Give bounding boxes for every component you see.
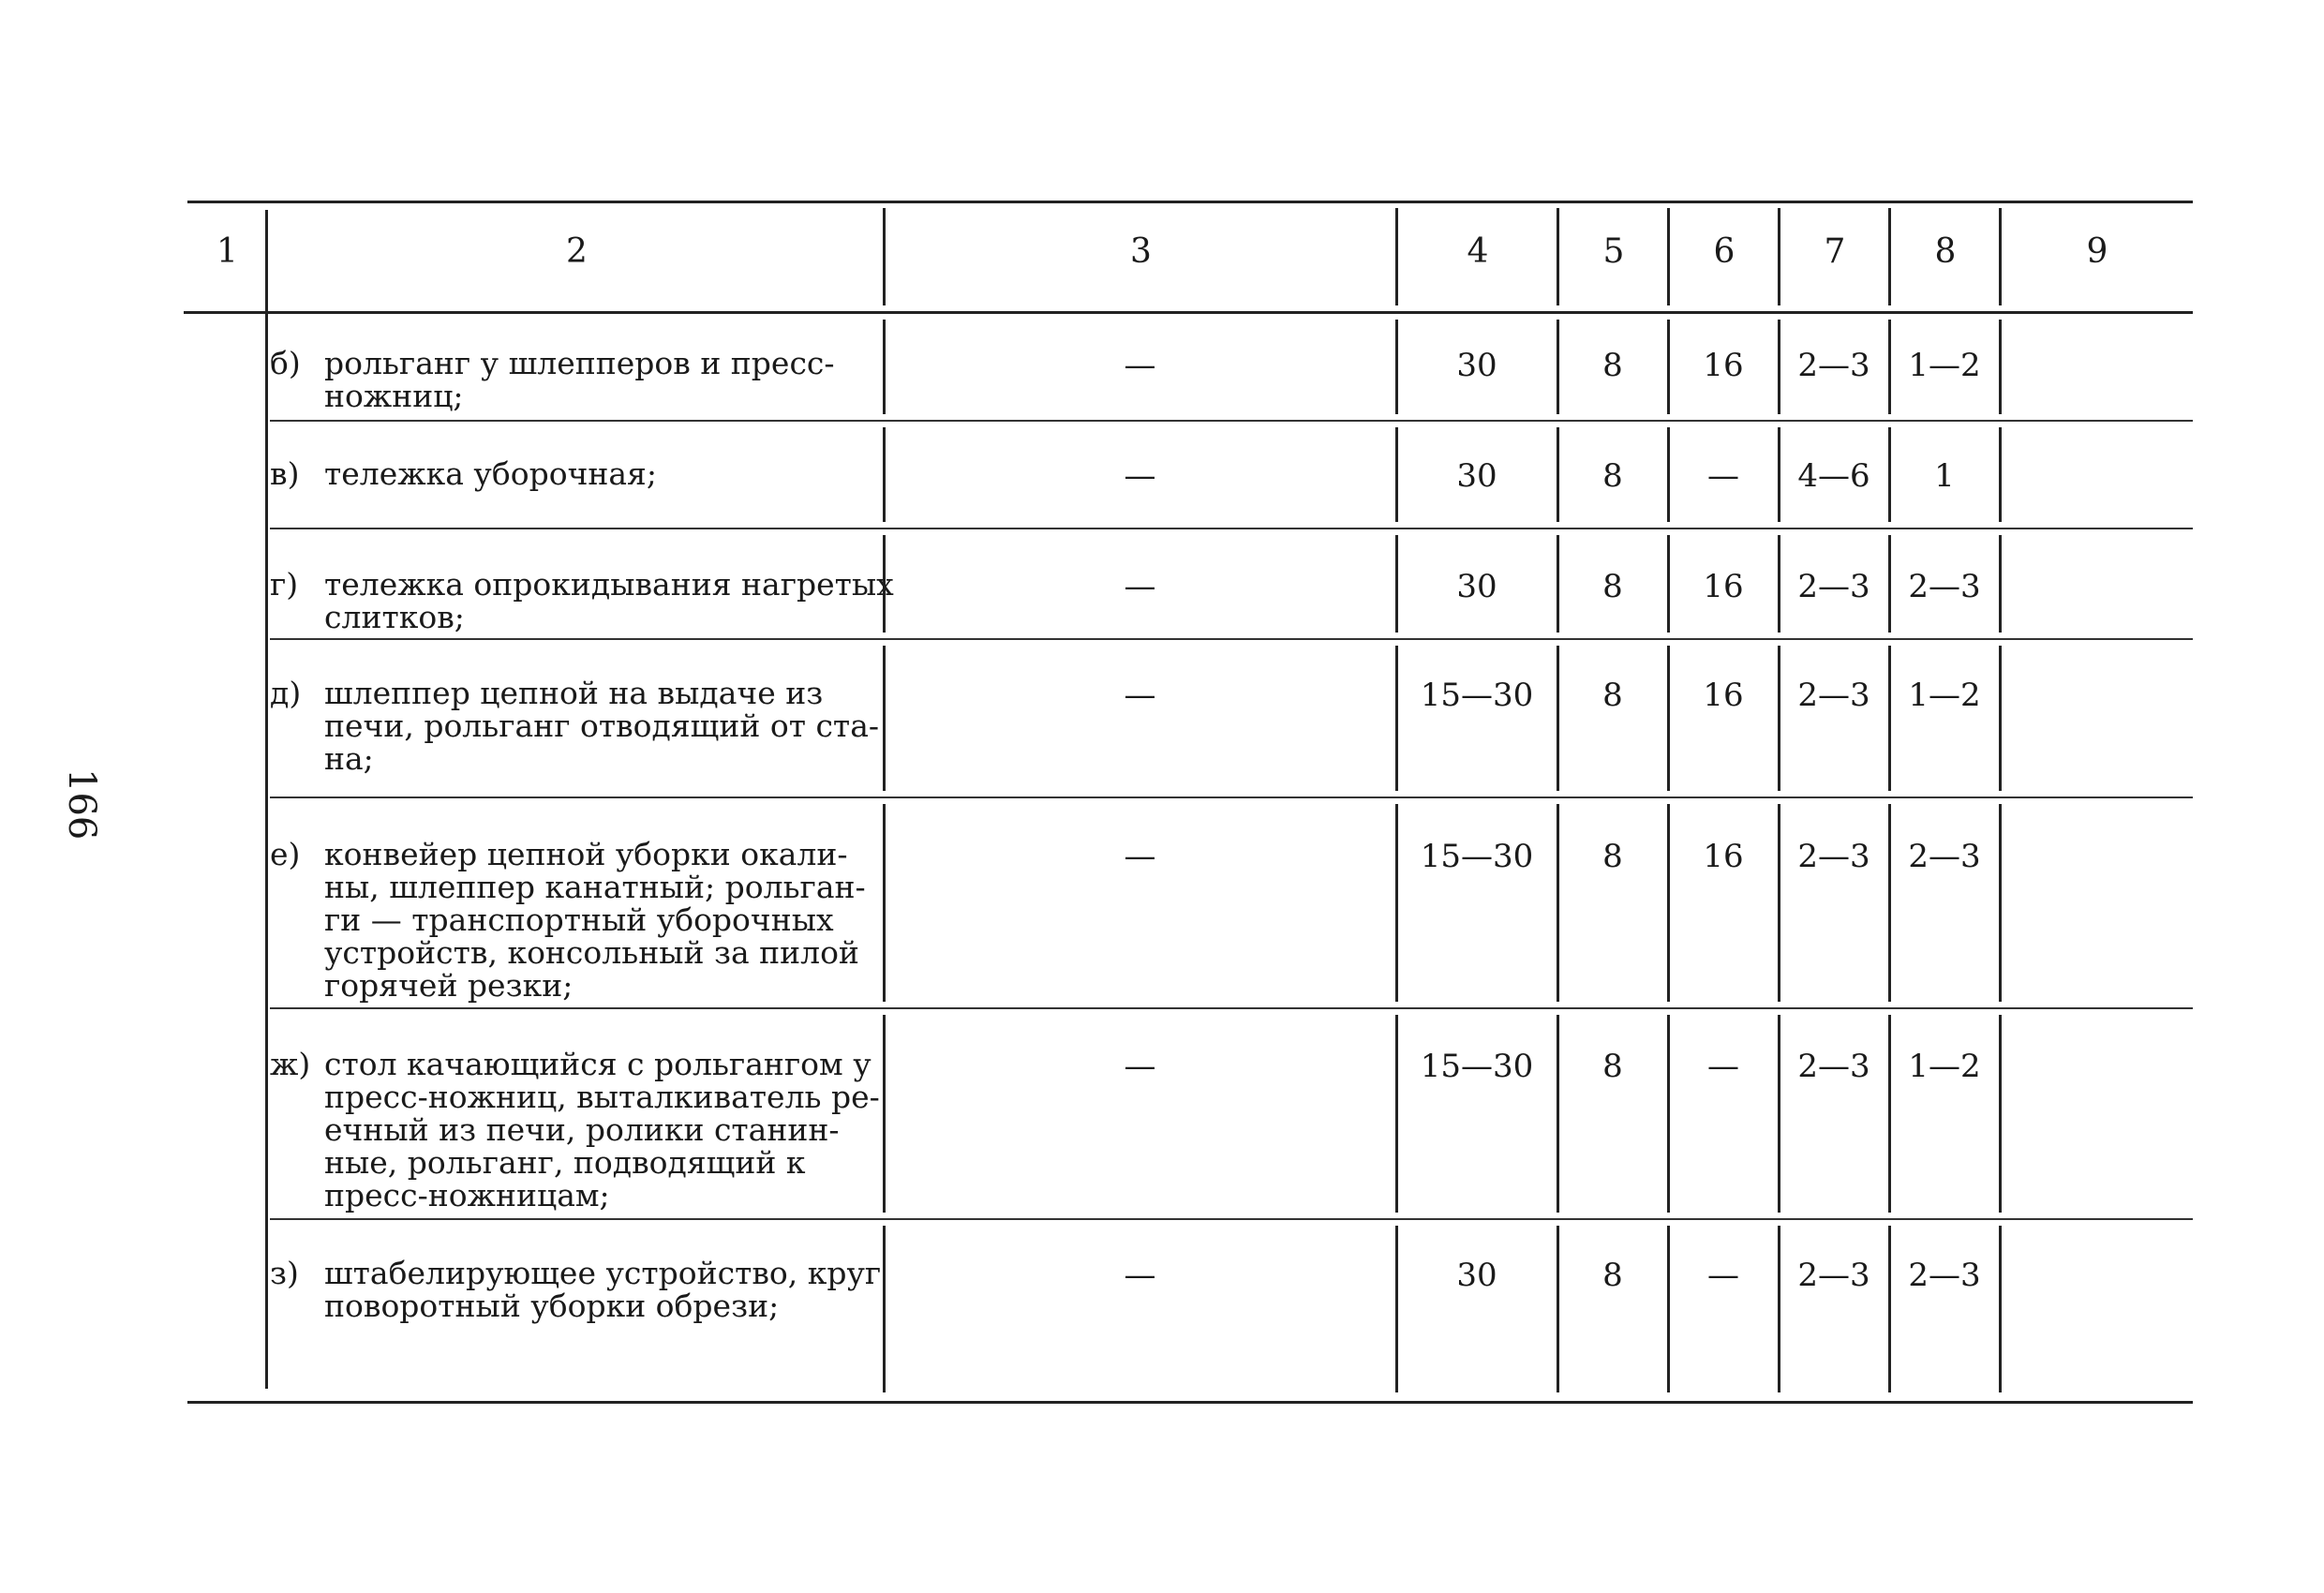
cell-column-6: —: [1707, 457, 1739, 495]
description-text: шлеппер цепной на выдаче из: [324, 675, 824, 711]
cell-column-3: —: [1124, 1257, 1156, 1294]
cell-column-6: 16: [1703, 677, 1744, 714]
cell-column-8: 2—3: [1908, 1257, 1981, 1294]
header-divider-8-9: [1999, 208, 2002, 305]
cell-column-7: 2—3: [1797, 1257, 1870, 1294]
description-line: [270, 457, 870, 490]
cell-column-5: 8: [1602, 347, 1623, 384]
row-divider: [1557, 1015, 1559, 1213]
row-description: [270, 457, 870, 490]
description-text: поворотный уборки обрези;: [324, 1288, 780, 1324]
row-divider: [883, 1226, 886, 1392]
row-separator: [270, 796, 2193, 798]
column-header-4: 4: [1467, 232, 1489, 271]
column-header-9: 9: [2086, 232, 2108, 271]
description-line: [270, 969, 870, 1002]
description-line: [270, 1179, 870, 1212]
row-divider: [1999, 646, 2002, 791]
description-text: ные, рольганг, подводящий к: [324, 1144, 806, 1181]
row-divider: [1667, 646, 1670, 791]
row-description: [270, 1046, 880, 1213]
row-divider: [1999, 1226, 2002, 1392]
row-description: [270, 838, 870, 1002]
cell-column-5: 8: [1602, 1048, 1623, 1085]
table-bottom-rule: [187, 1401, 2193, 1404]
row-divider: [1778, 804, 1780, 1002]
row-divider: [1667, 1015, 1670, 1213]
item-letter: з): [270, 1255, 299, 1291]
cell-column-8: 2—3: [1908, 568, 1981, 605]
row-divider: [1778, 646, 1780, 791]
description-line: [270, 1146, 870, 1179]
item-letter: г): [270, 566, 299, 603]
description-text: пресс-ножницам;: [324, 1177, 610, 1213]
description-line: [270, 380, 870, 412]
cell-column-6: 16: [1703, 347, 1744, 384]
row-divider: [1395, 1015, 1398, 1213]
row-divider: [1999, 804, 2002, 1002]
row-divider: [1557, 804, 1559, 1002]
description-text: пресс-ножниц, выталкиватель ре-: [324, 1079, 880, 1115]
cell-column-3: —: [1124, 457, 1156, 495]
cell-column-3: —: [1124, 568, 1156, 605]
description-text: на;: [324, 740, 374, 777]
description-text: печи, рольганг отводящий от ста-: [324, 707, 880, 744]
cell-column-4: 15—30: [1420, 838, 1534, 875]
description-text: устройств, консольный за пилой: [324, 934, 859, 971]
row-divider: [883, 646, 886, 791]
cell-column-4: 30: [1456, 1257, 1497, 1294]
row-divider: [1999, 1015, 2002, 1213]
cell-column-6: —: [1707, 1048, 1739, 1085]
cell-column-7: 2—3: [1797, 677, 1870, 714]
cell-column-3: —: [1124, 347, 1156, 384]
row-divider: [1667, 1226, 1670, 1392]
description-line: [270, 742, 870, 775]
header-divider-6-7: [1778, 208, 1780, 305]
item-letter: ж): [270, 1046, 311, 1082]
row-separator: [270, 420, 2193, 422]
description-text: ны, шлеппер канатный; рольган-: [324, 869, 866, 905]
column-header-2: 2: [566, 232, 588, 271]
column-header-3: 3: [1130, 232, 1152, 271]
cell-column-5: 8: [1602, 568, 1623, 605]
header-divider-7-8: [1888, 208, 1891, 305]
row-divider: [1395, 646, 1398, 791]
cell-column-8: 1—2: [1908, 347, 1981, 384]
item-letter: е): [270, 836, 301, 872]
column-header-8: 8: [1934, 232, 1957, 271]
description-text: конвейер цепной уборки окали-: [324, 836, 848, 872]
cell-column-7: 2—3: [1797, 568, 1870, 605]
row-divider: [883, 804, 886, 1002]
row-divider: [1888, 1226, 1891, 1392]
row-separator: [270, 528, 2193, 529]
cell-column-3: —: [1124, 677, 1156, 714]
description-line: [270, 347, 870, 380]
description-text: рольганг у шлепперов и пресс-: [324, 345, 835, 381]
row-separator: [270, 1218, 2193, 1220]
row-divider: [1778, 1015, 1780, 1213]
description-text: стол качающийся с рольгангом у: [324, 1046, 872, 1082]
description-text: штабелирующее устройство, круг: [324, 1255, 882, 1291]
description-line: [270, 903, 870, 936]
row-description: [270, 1255, 882, 1324]
row-separator: [270, 1007, 2193, 1009]
row-description: [270, 347, 870, 412]
row-divider: [1778, 1226, 1780, 1392]
row-divider: [1557, 646, 1559, 791]
row-divider: [1667, 804, 1670, 1002]
row-divider: [1395, 804, 1398, 1002]
cell-column-6: 16: [1703, 568, 1744, 605]
column-divider-1-2: [265, 210, 268, 1389]
description-line: [270, 1255, 882, 1291]
description-line: [270, 1113, 870, 1146]
description-text: ги — транспортный уборочных: [324, 901, 834, 938]
description-text: тележка уборочная;: [324, 455, 657, 492]
description-line: [270, 677, 870, 709]
row-separator: [270, 638, 2193, 640]
header-divider-3-4: [1395, 208, 1398, 305]
description-text: ножниц;: [324, 378, 464, 414]
cell-column-6: —: [1707, 1257, 1739, 1294]
item-letter: в): [270, 455, 300, 492]
row-divider: [1888, 804, 1891, 1002]
description-line: [270, 936, 870, 969]
cell-column-7: 4—6: [1797, 457, 1870, 495]
cell-column-7: 2—3: [1797, 838, 1870, 875]
item-letter: д): [270, 675, 302, 711]
description-text: тележка опрокидывания нагретых: [324, 566, 894, 603]
description-line: [270, 566, 894, 603]
item-letter: б): [270, 345, 301, 381]
description-line: [270, 1048, 870, 1080]
description-text: горячей резки;: [324, 967, 574, 1004]
row-divider: [883, 1015, 886, 1213]
cell-column-5: 8: [1602, 457, 1623, 495]
description-line: [270, 838, 870, 871]
cell-column-8: 1—2: [1908, 677, 1981, 714]
description-text: слитков;: [324, 599, 465, 635]
column-header-7: 7: [1824, 232, 1846, 271]
cell-column-4: 30: [1456, 347, 1497, 384]
description-line: [270, 707, 880, 744]
row-description: [270, 675, 880, 777]
cell-column-6: 16: [1703, 838, 1744, 875]
header-divider-1-2: [265, 210, 268, 304]
column-header-5: 5: [1602, 232, 1625, 271]
cell-column-8: 2—3: [1908, 838, 1981, 875]
header-divider-5-6: [1667, 208, 1670, 305]
row-description: [270, 566, 894, 635]
row-divider: [1557, 1226, 1559, 1392]
header-bottom-rule: [184, 311, 2193, 314]
description-text: ечный из печи, ролики станин-: [324, 1111, 840, 1148]
cell-column-4: 15—30: [1420, 677, 1534, 714]
row-divider: [1395, 1226, 1398, 1392]
column-header-6: 6: [1713, 232, 1736, 271]
cell-column-3: —: [1124, 838, 1156, 875]
description-line: [270, 1079, 880, 1115]
cell-column-3: —: [1124, 1048, 1156, 1085]
cell-column-7: 2—3: [1797, 1048, 1870, 1085]
table-top-rule: [187, 201, 2193, 203]
description-line: [270, 1289, 870, 1322]
header-divider-4-5: [1557, 208, 1559, 305]
description-line: [270, 871, 870, 903]
header-divider-2-3: [883, 208, 886, 305]
cell-column-8: 1: [1934, 457, 1955, 495]
cell-column-5: 8: [1602, 1257, 1623, 1294]
column-header-1: 1: [216, 232, 238, 271]
row-divider: [1888, 646, 1891, 791]
cell-column-5: 8: [1602, 838, 1623, 875]
cell-column-4: 15—30: [1420, 1048, 1534, 1085]
cell-column-4: 30: [1456, 568, 1497, 605]
row-divider: [1888, 1015, 1891, 1213]
cell-column-7: 2—3: [1797, 347, 1870, 384]
description-line: [270, 601, 870, 633]
cell-column-8: 1—2: [1908, 1048, 1981, 1085]
cell-column-5: 8: [1602, 677, 1623, 714]
cell-column-4: 30: [1456, 457, 1497, 495]
page-number: 166: [60, 768, 103, 841]
